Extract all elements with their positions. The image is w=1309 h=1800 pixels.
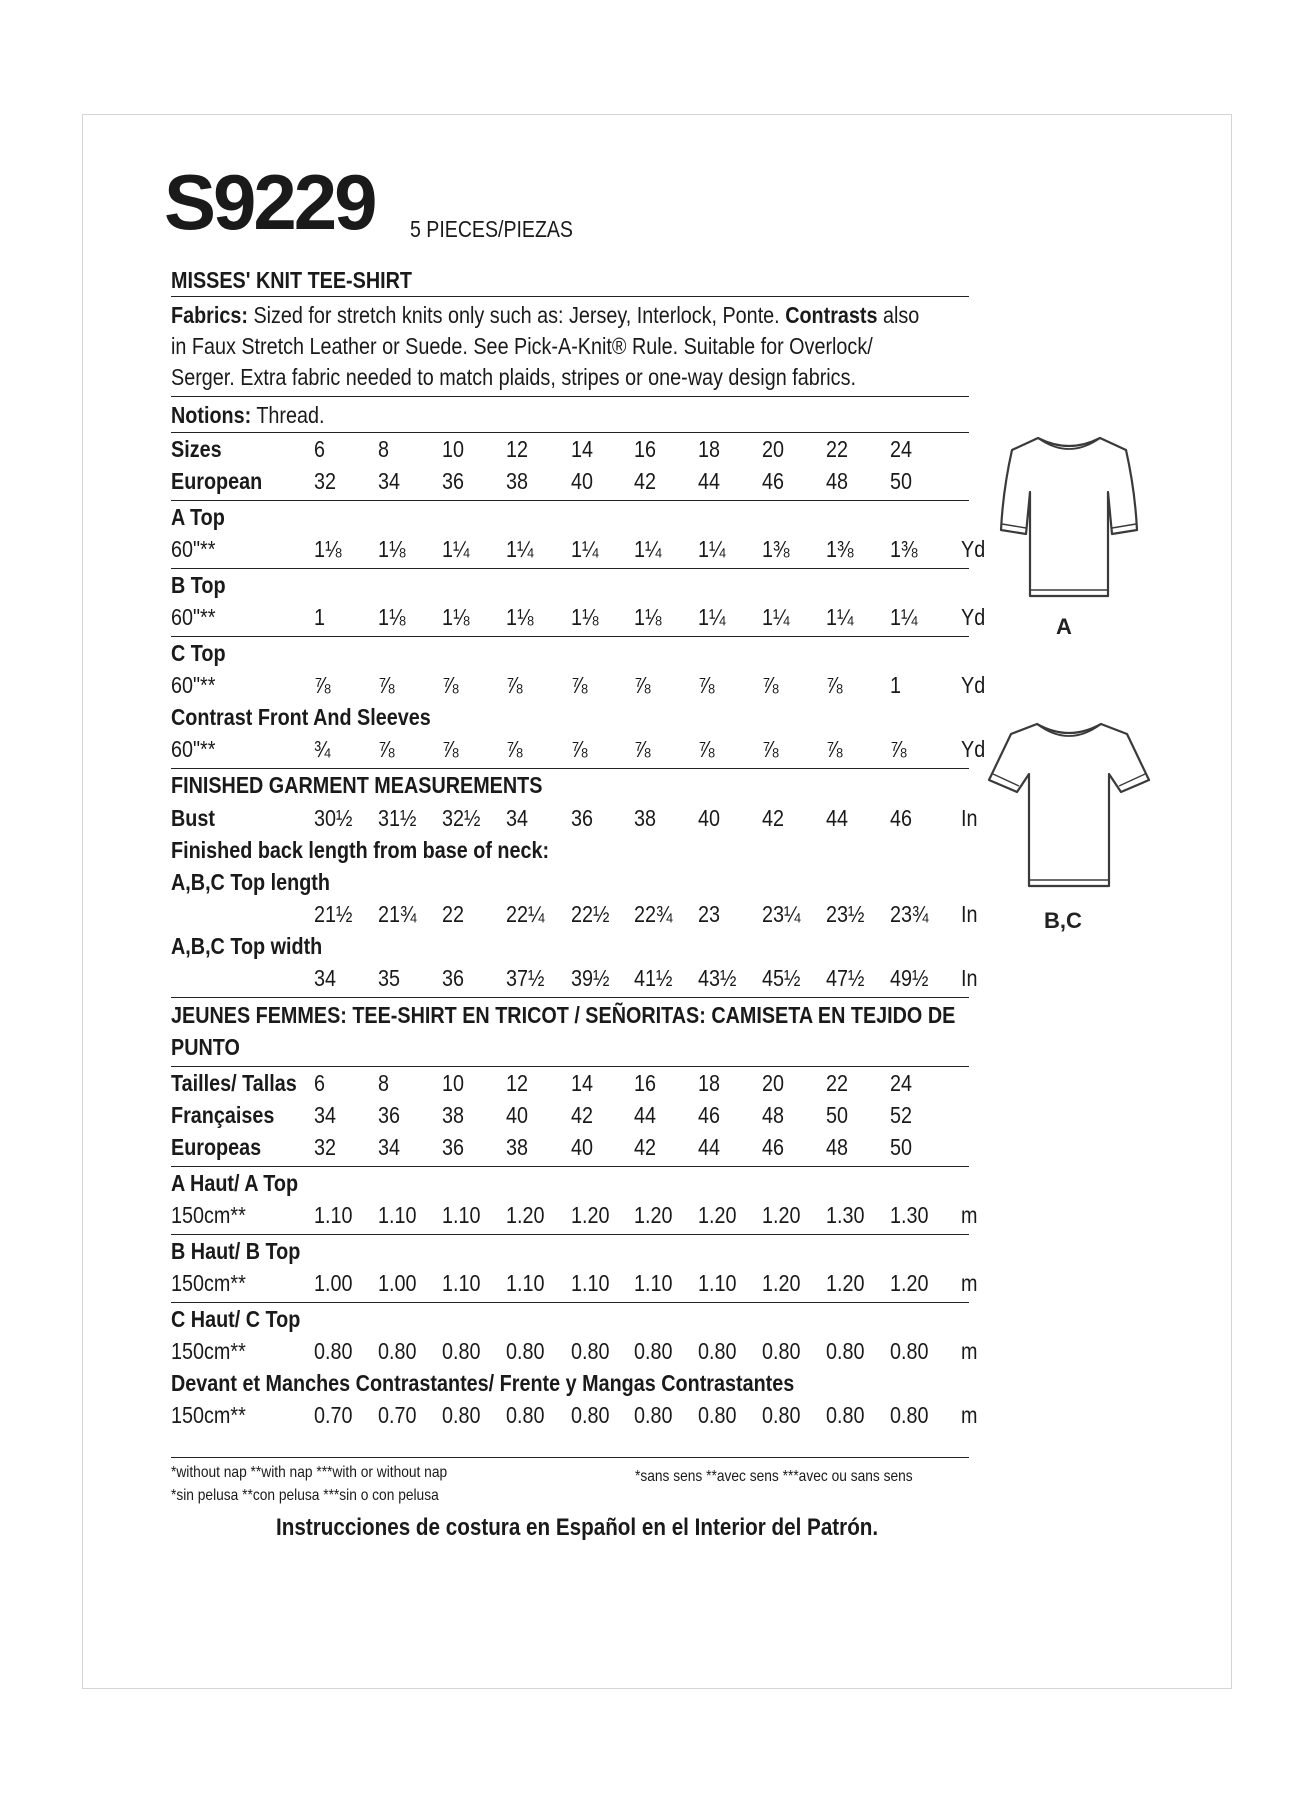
- footnote-en: *without nap **with nap ***with or without nap: [171, 1464, 448, 1481]
- value-cell: 1¼: [506, 536, 534, 562]
- value-cell: ⅞: [762, 672, 779, 698]
- unit-cell: Yd: [961, 604, 986, 630]
- tailles-label: Tailles/ Tallas: [171, 1070, 297, 1096]
- value-cell: 23¼: [762, 901, 801, 927]
- value-cell: 0.80: [506, 1338, 545, 1364]
- value-cell: 22¾: [634, 901, 673, 927]
- value-cell: 1.00: [378, 1270, 417, 1296]
- value-cell: 14: [571, 1070, 594, 1096]
- unit-cell: In: [961, 805, 978, 831]
- value-cell: 38: [506, 468, 529, 494]
- figure-label-a: A: [1056, 614, 1072, 639]
- value-cell: 1.30: [826, 1202, 865, 1228]
- value-cell: 1.20: [571, 1202, 610, 1228]
- value-cell: 44: [826, 805, 849, 831]
- value-cell: 34: [314, 965, 337, 991]
- value-cell: 0.80: [571, 1338, 610, 1364]
- unit-cell: m: [961, 1202, 978, 1228]
- value-cell: 22: [826, 436, 849, 462]
- value-cell: ⅞: [634, 672, 651, 698]
- value-cell: 34: [314, 1102, 337, 1128]
- divider: [171, 296, 969, 297]
- value-cell: 46: [698, 1102, 721, 1128]
- value-cell: 44: [698, 1134, 721, 1160]
- value-cell: 12: [506, 1070, 529, 1096]
- value-cell: 35: [378, 965, 401, 991]
- view-label: C Haut/ C Top: [171, 1306, 301, 1332]
- value-cell: 48: [826, 1134, 849, 1160]
- value-cell: 6: [314, 436, 326, 462]
- divider: [171, 1166, 969, 1167]
- notions: [171, 400, 859, 431]
- value-cell: 6: [314, 1070, 326, 1096]
- fabric-width: 60"**: [171, 604, 216, 630]
- value-cell: 14: [571, 436, 594, 462]
- unit-cell: In: [961, 965, 978, 991]
- value-cell: 0.80: [442, 1402, 481, 1428]
- value-cell: 1.10: [506, 1270, 545, 1296]
- value-cell: 22¼: [506, 901, 545, 927]
- value-cell: 0.80: [890, 1402, 929, 1428]
- value-cell: 1.10: [442, 1202, 481, 1228]
- sizes-label: Sizes: [171, 436, 222, 462]
- value-cell: 37½: [506, 965, 545, 991]
- value-cell: 0.80: [634, 1402, 673, 1428]
- value-cell: 24: [890, 436, 913, 462]
- value-cell: ⅞: [378, 672, 395, 698]
- value-cell: 22: [442, 901, 465, 927]
- value-cell: 0.80: [762, 1402, 801, 1428]
- fabrics-line-2: in Faux Stretch Leather or Suede. See Pick-A-Knit® Rule. Suitable for Overlock/: [171, 333, 873, 359]
- value-cell: 0.70: [314, 1402, 353, 1428]
- value-cell: 32: [314, 1134, 337, 1160]
- tee-shirt-view-bc-icon: [987, 718, 1151, 893]
- notions-value: Thread.: [251, 402, 325, 428]
- contrasts-label: Contrasts: [785, 302, 878, 328]
- value-cell: 1.00: [314, 1270, 353, 1296]
- view-label: A Top: [171, 504, 225, 530]
- value-cell: 1.20: [762, 1202, 801, 1228]
- value-cell: 1⅜: [890, 536, 918, 562]
- value-cell: 1¼: [442, 536, 470, 562]
- fabric-width: 150cm**: [171, 1402, 246, 1428]
- value-cell: 24: [890, 1070, 913, 1096]
- value-cell: 1.30: [890, 1202, 929, 1228]
- heading-fr-es-1: JEUNES FEMMES: TEE-SHIRT EN TRICOT / SEÑORITAS: CAMISETA EN TEJIDO DE: [171, 1002, 956, 1028]
- value-cell: 39½: [571, 965, 610, 991]
- value-cell: 48: [826, 468, 849, 494]
- value-cell: 31½: [378, 805, 417, 831]
- fabrics-text-1-end: also: [877, 302, 920, 328]
- value-cell: ⅞: [378, 736, 395, 762]
- value-cell: 0.80: [826, 1402, 865, 1428]
- value-cell: ¾: [314, 736, 331, 762]
- value-cell: 36: [571, 805, 594, 831]
- value-cell: 1⅛: [442, 604, 470, 630]
- value-cell: 1⅜: [826, 536, 854, 562]
- value-cell: 46: [762, 1134, 785, 1160]
- value-cell: 0.80: [826, 1338, 865, 1364]
- value-cell: 1.10: [571, 1270, 610, 1296]
- value-cell: 1.20: [826, 1270, 865, 1296]
- value-cell: 16: [634, 436, 657, 462]
- value-cell: 1.10: [698, 1270, 737, 1296]
- value-cell: 46: [890, 805, 913, 831]
- value-cell: 1⅛: [506, 604, 534, 630]
- value-cell: 48: [762, 1102, 785, 1128]
- value-cell: 1: [890, 672, 902, 698]
- value-cell: 1¼: [826, 604, 854, 630]
- value-cell: 0.80: [314, 1338, 353, 1364]
- value-cell: 22: [826, 1070, 849, 1096]
- value-cell: 1.10: [442, 1270, 481, 1296]
- value-cell: 10: [442, 1070, 465, 1096]
- value-cell: 42: [762, 805, 785, 831]
- value-cell: ⅞: [442, 672, 459, 698]
- value-cell: 1⅛: [378, 536, 406, 562]
- bust-label: Bust: [171, 805, 215, 831]
- value-cell: ⅞: [442, 736, 459, 762]
- value-cell: 1.20: [698, 1202, 737, 1228]
- tee-shirt-view-a-icon: [990, 430, 1148, 605]
- heading-fr-es-2: PUNTO: [171, 1034, 240, 1060]
- unit-cell: Yd: [961, 536, 986, 562]
- spanish-instructions-note: Instrucciones de costura en Español en el Interior del Patrón.: [276, 1514, 879, 1541]
- value-cell: 0.80: [762, 1338, 801, 1364]
- value-cell: 1¼: [698, 536, 726, 562]
- value-cell: 0.80: [506, 1402, 545, 1428]
- value-cell: 23¾: [890, 901, 929, 927]
- divider: [171, 1234, 969, 1235]
- value-cell: 42: [634, 468, 657, 494]
- pieces-count: 5 PIECES/PIEZAS: [410, 216, 573, 242]
- fabric-width: 60"**: [171, 736, 216, 762]
- value-cell: 1⅛: [314, 536, 342, 562]
- value-cell: 38: [634, 805, 657, 831]
- figure-label-bc: B,C: [1044, 908, 1082, 933]
- unit-cell: m: [961, 1402, 978, 1428]
- value-cell: 50: [890, 468, 913, 494]
- value-cell: 0.80: [698, 1402, 737, 1428]
- value-cell: 1⅛: [571, 604, 599, 630]
- unit-cell: m: [961, 1270, 978, 1296]
- fabrics-text-1: Sized for stretch knits only such as: Jersey, Interlock, Ponte.: [247, 302, 786, 328]
- divider: [171, 432, 969, 433]
- value-cell: 8: [378, 436, 390, 462]
- value-cell: 10: [442, 436, 465, 462]
- value-cell: 36: [442, 468, 465, 494]
- value-cell: 42: [571, 1102, 594, 1128]
- fabric-width: 150cm**: [171, 1202, 246, 1228]
- european-label: European: [171, 468, 263, 494]
- value-cell: 1.20: [762, 1270, 801, 1296]
- divider: [171, 997, 969, 998]
- value-cell: 1.20: [506, 1202, 545, 1228]
- value-cell: 1⅛: [634, 604, 662, 630]
- value-cell: 44: [698, 468, 721, 494]
- value-cell: 1¼: [762, 604, 790, 630]
- value-cell: 34: [378, 468, 401, 494]
- value-cell: 23½: [826, 901, 865, 927]
- value-cell: 20: [762, 436, 785, 462]
- value-cell: 40: [698, 805, 721, 831]
- unit-cell: m: [961, 1338, 978, 1364]
- value-cell: 46: [762, 468, 785, 494]
- value-cell: 40: [571, 468, 594, 494]
- value-cell: 1⅛: [378, 604, 406, 630]
- value-cell: ⅞: [698, 672, 715, 698]
- unit-cell: Yd: [961, 672, 986, 698]
- view-label: B Haut/ B Top: [171, 1238, 301, 1264]
- divider: [171, 768, 969, 769]
- value-cell: ⅞: [826, 672, 843, 698]
- value-cell: 20: [762, 1070, 785, 1096]
- view-label: B Top: [171, 572, 226, 598]
- pattern-number: S9229: [164, 158, 375, 246]
- value-cell: 32: [314, 468, 337, 494]
- value-cell: 0.70: [378, 1402, 417, 1428]
- divider: [171, 1457, 969, 1458]
- value-cell: 1¼: [571, 536, 599, 562]
- finished-heading: FINISHED GARMENT MEASUREMENTS: [171, 772, 543, 798]
- fabric-width: 60"**: [171, 536, 216, 562]
- unit-cell: Yd: [961, 736, 986, 762]
- value-cell: 50: [890, 1134, 913, 1160]
- value-cell: ⅞: [762, 736, 779, 762]
- value-cell: 21½: [314, 901, 353, 927]
- value-cell: 0.80: [634, 1338, 673, 1364]
- footnote-fr: *sans sens **avec sens ***avec ou sans sens: [635, 1468, 913, 1485]
- divider: [171, 1302, 969, 1303]
- value-cell: 1¼: [890, 604, 918, 630]
- value-cell: 18: [698, 436, 721, 462]
- value-cell: 34: [506, 805, 529, 831]
- value-cell: 12: [506, 436, 529, 462]
- value-cell: ⅞: [506, 736, 523, 762]
- value-cell: 38: [442, 1102, 465, 1128]
- value-cell: 36: [442, 1134, 465, 1160]
- value-cell: 32½: [442, 805, 481, 831]
- divider: [171, 568, 969, 569]
- value-cell: 41½: [634, 965, 673, 991]
- view-label: Devant et Manches Contrastantes/ Frente y Mangas Contrastantes: [171, 1370, 795, 1396]
- value-cell: 0.80: [378, 1338, 417, 1364]
- value-cell: 40: [506, 1102, 529, 1128]
- value-cell: 40: [571, 1134, 594, 1160]
- footnote-es: *sin pelusa **con pelusa ***sin o con pelusa: [171, 1487, 439, 1504]
- value-cell: 47½: [826, 965, 865, 991]
- unit-cell: In: [961, 901, 978, 927]
- value-cell: 0.80: [571, 1402, 610, 1428]
- value-cell: 30½: [314, 805, 353, 831]
- back-length-label: Finished back length from base of neck:: [171, 837, 550, 863]
- value-cell: 22½: [571, 901, 610, 927]
- length-label: A,B,C Top length: [171, 869, 330, 895]
- value-cell: 43½: [698, 965, 737, 991]
- value-cell: ⅞: [826, 736, 843, 762]
- fabrics-label: Fabrics:: [171, 302, 248, 328]
- value-cell: 1⅜: [762, 536, 790, 562]
- fabric-width: 150cm**: [171, 1338, 246, 1364]
- value-cell: 1¼: [698, 604, 726, 630]
- notions-label: Notions:: [171, 402, 252, 428]
- value-cell: 1.20: [890, 1270, 929, 1296]
- value-cell: 1: [314, 604, 326, 630]
- value-cell: ⅞: [634, 736, 651, 762]
- value-cell: 16: [634, 1070, 657, 1096]
- divider: [171, 500, 969, 501]
- value-cell: ⅞: [314, 672, 331, 698]
- value-cell: ⅞: [506, 672, 523, 698]
- value-cell: 1¼: [634, 536, 662, 562]
- value-cell: 0.80: [442, 1338, 481, 1364]
- value-cell: 1.20: [634, 1202, 673, 1228]
- value-cell: 52: [890, 1102, 913, 1128]
- value-cell: 1.10: [378, 1202, 417, 1228]
- divider: [171, 1066, 969, 1067]
- fabrics-line-1: [171, 300, 920, 331]
- value-cell: 1.10: [314, 1202, 353, 1228]
- value-cell: 18: [698, 1070, 721, 1096]
- francaises-label: Françaises: [171, 1102, 275, 1128]
- divider: [171, 396, 969, 397]
- fabric-width: 150cm**: [171, 1270, 246, 1296]
- value-cell: ⅞: [698, 736, 715, 762]
- view-label: Contrast Front And Sleeves: [171, 704, 431, 730]
- value-cell: 0.80: [890, 1338, 929, 1364]
- value-cell: 44: [634, 1102, 657, 1128]
- view-label: A Haut/ A Top: [171, 1170, 299, 1196]
- value-cell: 45½: [762, 965, 801, 991]
- value-cell: 36: [442, 965, 465, 991]
- width-label: A,B,C Top width: [171, 933, 323, 959]
- value-cell: 38: [506, 1134, 529, 1160]
- value-cell: 49½: [890, 965, 929, 991]
- value-cell: ⅞: [571, 736, 588, 762]
- divider: [171, 636, 969, 637]
- value-cell: 42: [634, 1134, 657, 1160]
- europeas-label: Europeas: [171, 1134, 262, 1160]
- value-cell: ⅞: [890, 736, 907, 762]
- value-cell: 8: [378, 1070, 390, 1096]
- value-cell: 1.10: [634, 1270, 673, 1296]
- fabrics-line-3: Serger. Extra fabric needed to match plaids, stripes or one-way design fabrics.: [171, 364, 856, 390]
- value-cell: 21¾: [378, 901, 417, 927]
- value-cell: 0.80: [698, 1338, 737, 1364]
- fabric-width: 60"**: [171, 672, 216, 698]
- value-cell: 50: [826, 1102, 849, 1128]
- value-cell: 23: [698, 901, 721, 927]
- value-cell: 34: [378, 1134, 401, 1160]
- value-cell: 36: [378, 1102, 401, 1128]
- value-cell: ⅞: [571, 672, 588, 698]
- view-label: C Top: [171, 640, 226, 666]
- heading-en: MISSES' KNIT TEE-SHIRT: [171, 267, 412, 293]
